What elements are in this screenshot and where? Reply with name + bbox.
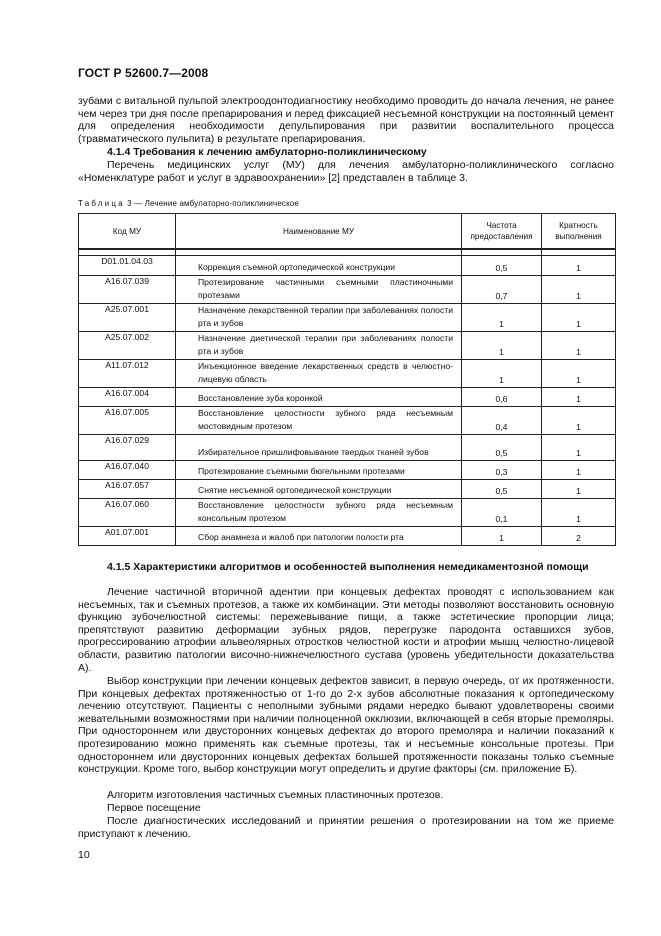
multiplicity-cell: 1 xyxy=(542,256,616,276)
multiplicity-cell: 1 xyxy=(542,388,616,407)
table-caption-prefix: Таблица xyxy=(78,199,125,208)
column-header-name: Наименование МУ xyxy=(176,214,462,250)
table-row xyxy=(79,332,616,360)
frequency-cell: 0,5 xyxy=(462,256,542,276)
frequency-cell: 0,4 xyxy=(462,407,542,435)
column-header-multiplicity: Кратность выполнения xyxy=(542,214,616,250)
frequency-cell: 0,3 xyxy=(462,461,542,480)
code-cell: D01.01.04.03 xyxy=(79,256,176,276)
frequency-cell: 1 xyxy=(462,304,542,332)
table-row xyxy=(79,480,616,499)
multiplicity-cell: 2 xyxy=(542,527,616,546)
frequency-cell: 0,5 xyxy=(462,435,542,461)
table-row xyxy=(79,276,616,304)
code-cell: A16.07.004 xyxy=(79,388,176,407)
multiplicity-cell: 1 xyxy=(542,499,616,527)
paragraph: Лечение частичной вторичной адентии при концевых дефектах проводят с использованием как несъемных, так и съемных протезов, а также их комбинации. Эти методы позволяют восстановить основную функцию зубочелюстной системы: пережевывание пищи, а также эстетические пропорции лица; препятствуют развитию деформации зубных рядов, перегрузке пародонта оставшихся зубов, прогрессированию атрофии альвеолярных отростков челюстной кости и атрофии мышц челюстно-лицевой области, развитию патологии височно-нижнечелюстного сустава (уровень убедительности доказательства А). xyxy=(78,586,614,674)
code-cell: A16.07.029 xyxy=(79,435,176,461)
table-caption xyxy=(78,199,299,208)
name-cell: Восстановление зуба коронкой xyxy=(176,388,462,407)
code-cell: A16.07.005 xyxy=(79,407,176,435)
paragraph: Первое посещение xyxy=(107,802,201,814)
paragraph: Выбор конструкции при лечении концевых дефектов зависит, в первую очередь, от их протяженности. При концевых дефектах протяженностью от 1-го до 2-х зубов абсолютные показания к ортопедическому лечению отсутствуют. Пациенты с неполными зубными рядами нередко бывают удовлетворены своими жевательными возможностями при наличии полноценной окклюзии, включающей в себя вторые премоляры. При одностороннем или двусторонних концевых дефектах до второго премоляра и наличии показаний к протезированию можно применять как съемные протезы, так и несъемные консольные протезы. При одностороннем или двусторонних концевых дефектах большей протяженности показаны только съемные конструкции. Кроме того, выбор конструкции могут определить и другие факторы (см. приложение Б). xyxy=(78,675,614,776)
frequency-cell: 0,7 xyxy=(462,276,542,304)
code-cell: A25.07.001 xyxy=(79,304,176,332)
name-cell: Восстановление целостности зубного ряда несъемным консольным протезом xyxy=(176,499,462,527)
section-4-1-4-heading: 4.1.4 Требования к лечению амбулаторно-поликлиническому xyxy=(107,146,427,158)
name-cell: Протезирование съемными бюгельными протезами xyxy=(176,461,462,480)
frequency-cell: 0,1 xyxy=(462,499,542,527)
table-row xyxy=(79,435,616,461)
code-cell: A11.07.012 xyxy=(79,360,176,388)
name-cell: Избирательное пришлифовывание твердых тканей зубов xyxy=(176,435,462,461)
code-cell: A16.07.057 xyxy=(79,480,176,499)
multiplicity-cell: 1 xyxy=(542,407,616,435)
paragraph: После диагностических исследований и принятии решения о протезировании на том же приеме приступают к лечению. xyxy=(78,815,614,840)
multiplicity-cell: 1 xyxy=(542,461,616,480)
code-cell: A16.07.040 xyxy=(79,461,176,480)
name-cell: Назначение диетической терапии при заболеваниях полости рта и зубов xyxy=(176,332,462,360)
table-caption-title: 3 — Лечение амбулаторно-поликлиническое xyxy=(124,199,300,208)
multiplicity-cell: 1 xyxy=(542,304,616,332)
section-4-1-4-text: Перечень медицинских услуг (МУ) для лечения амбулаторно-поликлинического согласно «Номенклатуре работ и услуг в здравоохранении» [2] представлен в таблице 3. xyxy=(78,159,614,184)
table-row xyxy=(79,256,616,276)
table-row xyxy=(79,360,616,388)
table-row xyxy=(79,461,616,480)
column-header-frequency: Частота предоставления xyxy=(462,214,542,250)
code-cell: A16.07.060 xyxy=(79,499,176,527)
name-cell: Сбор анамнеза и жалоб при патологии полости рта xyxy=(176,527,462,546)
section-4-1-5-heading: 4.1.5 Характеристики алгоритмов и особенностей выполнения немедикаментозной помощи xyxy=(107,561,589,573)
table-row xyxy=(79,527,616,546)
code-cell: A01.07.001 xyxy=(79,527,176,546)
document-header: ГОСТ Р 52600.7—2008 xyxy=(78,66,209,80)
name-cell: Коррекция съемной ортопедической конструкции xyxy=(176,256,462,276)
name-cell: Восстановление целостности зубного ряда несъемным мостовидным протезом xyxy=(176,407,462,435)
name-cell: Снятие несъемной ортопедической конструкции xyxy=(176,480,462,499)
code-cell: A16.07.039 xyxy=(79,276,176,304)
page-number: 10 xyxy=(78,849,90,861)
paragraph: Алгоритм изготовления частичных съемных пластиночных протезов. xyxy=(107,789,444,801)
name-cell: Протезирование частичными съемными пластиночными протезами xyxy=(176,276,462,304)
frequency-cell: 0,5 xyxy=(462,480,542,499)
multiplicity-cell: 1 xyxy=(542,435,616,461)
table-row xyxy=(79,304,616,332)
code-cell: A25.07.002 xyxy=(79,332,176,360)
name-cell: Назначение лекарственной терапии при заболеваниях полости рта и зубов xyxy=(176,304,462,332)
name-cell: Инъекционное введение лекарственных средств в челюстно-лицевую область xyxy=(176,360,462,388)
table-row xyxy=(79,499,616,527)
intro-paragraph: зубами с витальной пульпой электроодонтодиагностику необходимо проводить до начала лечения, не ранее чем через три дня после препарирования и перед фиксацией несъемной конструкции на постоянный цемент для определения необходимости депульпирования при развитии воспалительного процесса (травматического пульпита) в результате препарирования. xyxy=(78,95,614,145)
table-row xyxy=(79,388,616,407)
frequency-cell: 0,6 xyxy=(462,388,542,407)
frequency-cell: 1 xyxy=(462,527,542,546)
multiplicity-cell: 1 xyxy=(542,480,616,499)
multiplicity-cell: 1 xyxy=(542,360,616,388)
multiplicity-cell: 1 xyxy=(542,276,616,304)
column-header-code: Код МУ xyxy=(79,214,176,250)
frequency-cell: 1 xyxy=(462,360,542,388)
table-row xyxy=(79,407,616,435)
frequency-cell: 1 xyxy=(462,332,542,360)
services-table xyxy=(78,213,616,546)
multiplicity-cell: 1 xyxy=(542,332,616,360)
